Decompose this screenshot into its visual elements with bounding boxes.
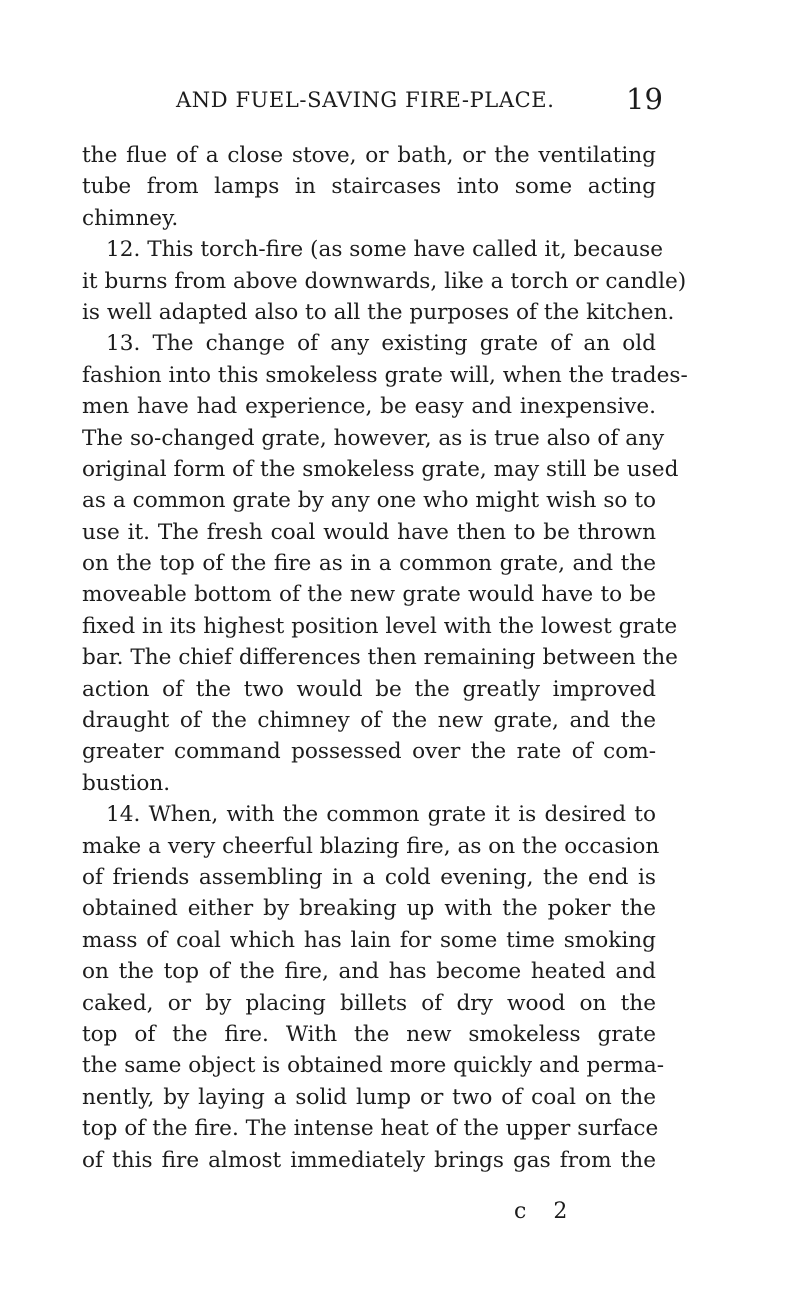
text-line: top of the fire. With the new smokeless grate: [82, 1021, 656, 1047]
text-line: the same object is obtained more quickly and perma-: [82, 1053, 665, 1079]
text-line: is well adapted also to all the purposes of the kitchen.: [82, 299, 675, 325]
text-line: 13. The change of any existing grate of an old: [106, 331, 656, 357]
text-line: as a common grate by any one who might wish so to: [82, 488, 656, 514]
text-line: 12. This torch-fire (as some have called it, because: [106, 237, 663, 263]
text-line: draught of the chimney of the new grate, and the: [82, 708, 656, 734]
text-line: men have had experience, be easy and inexpensive.: [82, 394, 656, 420]
text-line: top of the fire. The intense heat of the upper surface: [82, 1116, 659, 1142]
page-number: 19: [626, 82, 663, 116]
text-line: it burns from above downwards, like a torch or candle): [82, 268, 687, 294]
text-line: fashion into this smokeless grate will, when the trades-: [82, 362, 688, 388]
text-line: moveable bottom of the new grate would have to be: [82, 582, 656, 608]
text-line: nently, by laying a solid lump or two of coal on the: [82, 1084, 656, 1110]
text-line: fixed in its highest position level with the lowest grate: [82, 613, 678, 639]
text-line: caked, or by placing billets of dry wood on the: [82, 990, 656, 1016]
text-line: greater command possessed over the rate of com-: [82, 739, 656, 765]
text-line: action of the two would be the greatly improved: [82, 676, 656, 702]
text-line: on the top of the fire as in a common grate, and the: [82, 551, 656, 577]
signature-mark: c 2: [514, 1199, 578, 1224]
body-text: [82, 140, 688, 1176]
text-line: 14. When, with the common grate it is desired to: [106, 802, 656, 828]
text-line: the flue of a close stove, or bath, or the ventilating: [82, 143, 656, 168]
text-line: bar. The chief differences then remaining between the: [82, 645, 678, 671]
text-line: chimney.: [82, 205, 179, 231]
text-line: use it. The fresh coal would have then to be thrown: [82, 519, 656, 545]
text-line: of friends assembling in a cold evening, the end is: [82, 864, 656, 890]
running-title: AND FUEL-SAVING FIRE-PLACE.: [176, 88, 555, 112]
text-line: tube from lamps in staircases into some acting: [82, 174, 656, 200]
text-line: original form of the smokeless grate, may still be used: [82, 456, 679, 482]
text-line: of this fire almost immediately brings gas from the: [82, 1147, 656, 1173]
text-line: The so-changed grate, however, as is true also of any: [82, 425, 665, 451]
text-line: obtained either by breaking up with the poker the: [82, 896, 656, 922]
text-line: bustion.: [82, 770, 171, 796]
text-line: make a very cheerful blazing fire, as on the occasion: [82, 833, 660, 859]
text-line: mass of coal which has lain for some time smoking: [82, 927, 656, 953]
text-line: on the top of the fire, and has become heated and: [82, 959, 656, 985]
